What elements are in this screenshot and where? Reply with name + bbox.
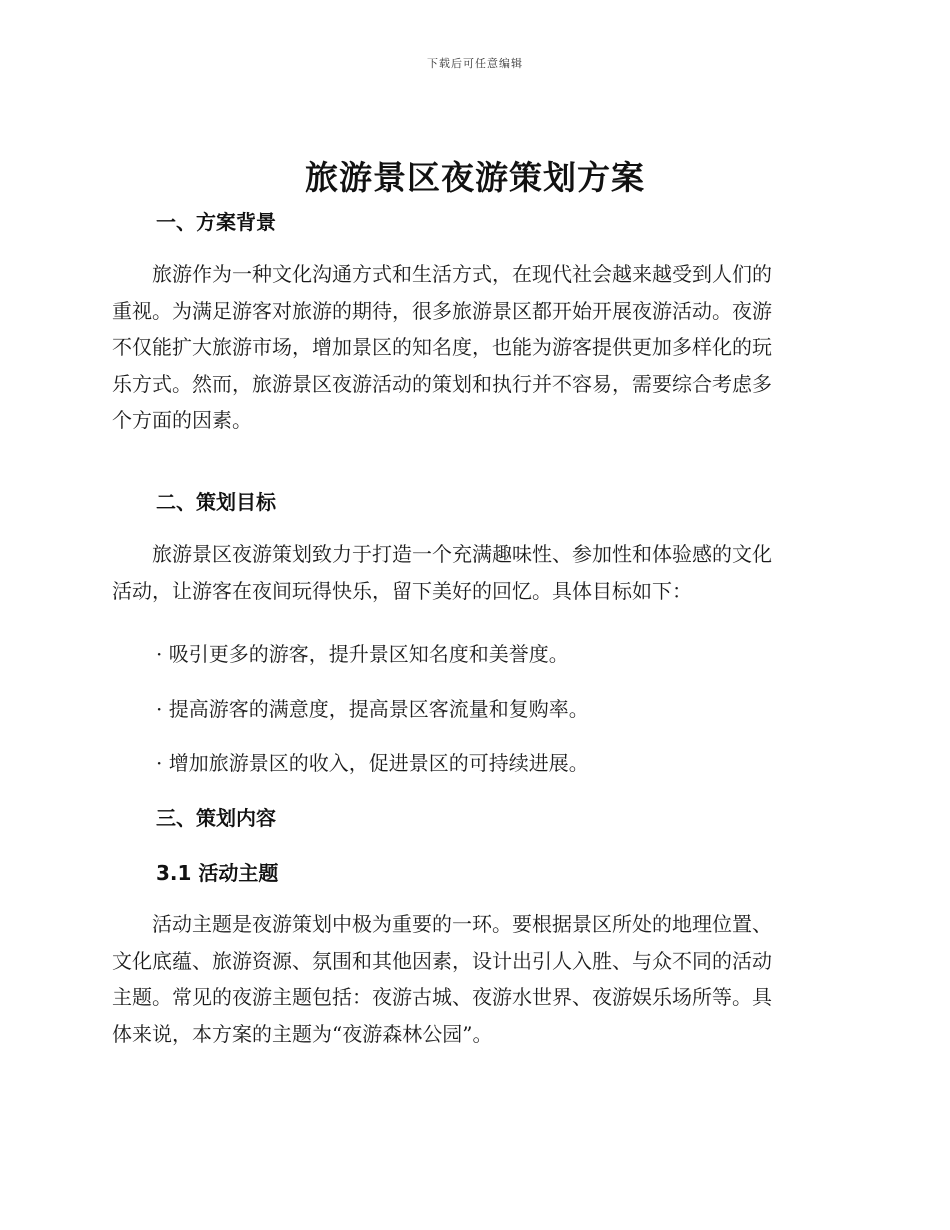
- paragraph-line: 活动主题是夜游策划中极为重要的一环。要根据景区所处的地理位置、: [112, 912, 772, 936]
- paragraph-goals: [112, 536, 842, 609]
- section-heading-goals: 二、策划目标: [156, 490, 276, 514]
- paragraph-line: 文化底蕴、旅游资源、氛围和其他因素，设计出引人入胜、与众不同的活动: [112, 948, 772, 973]
- paragraph-line: 旅游景区夜游策划致力于打造一个充满趣味性、参加性和体验感的文化: [112, 542, 772, 566]
- paragraph-theme: [112, 906, 842, 1052]
- paragraph-line: 乐方式。然而，旅游景区夜游活动的策划和执行并不容易，需要综合考虑多: [112, 371, 772, 396]
- header-note: 下载后可任意编辑: [427, 57, 523, 70]
- paragraph-line: 主题。常见的夜游主题包括：夜游古城、夜游水世界、夜游娱乐场所等。具: [112, 985, 772, 1009]
- section-heading-content: 三、策划内容: [156, 806, 276, 830]
- paragraph-line: 体来说，本方案的主题为“夜游森林公园”。: [112, 1021, 493, 1046]
- document-title: 旅游景区夜游策划方案: [305, 158, 645, 197]
- bullet-item: · 增加旅游景区的收入，促进景区的可持续进展。: [156, 751, 589, 775]
- paragraph-background: [112, 256, 842, 439]
- section-heading-background: 一、方案背景: [156, 210, 276, 234]
- paragraph-line: 旅游作为一种文化沟通方式和生活方式，在现代社会越来越受到人们的: [112, 262, 772, 286]
- paragraph-line: 不仅能扩大旅游市场，增加景区的知名度，也能为游客提供更加多样化的玩: [112, 335, 772, 359]
- bullet-item: · 提高游客的满意度，提高景区客流量和复购率。: [156, 697, 589, 721]
- paragraph-line: 重视。为满足游客对旅游的期待，很多旅游景区都开始开展夜游活动。夜游: [112, 298, 772, 323]
- paragraph-line: 个方面的因素。: [112, 408, 252, 432]
- bullet-item: · 吸引更多的游客，提升景区知名度和美誉度。: [156, 642, 569, 666]
- paragraph-line: 活动，让游客在夜间玩得快乐，留下美好的回忆。具体目标如下：: [112, 578, 692, 603]
- subsection-heading-theme: 3.1 活动主题: [156, 861, 279, 885]
